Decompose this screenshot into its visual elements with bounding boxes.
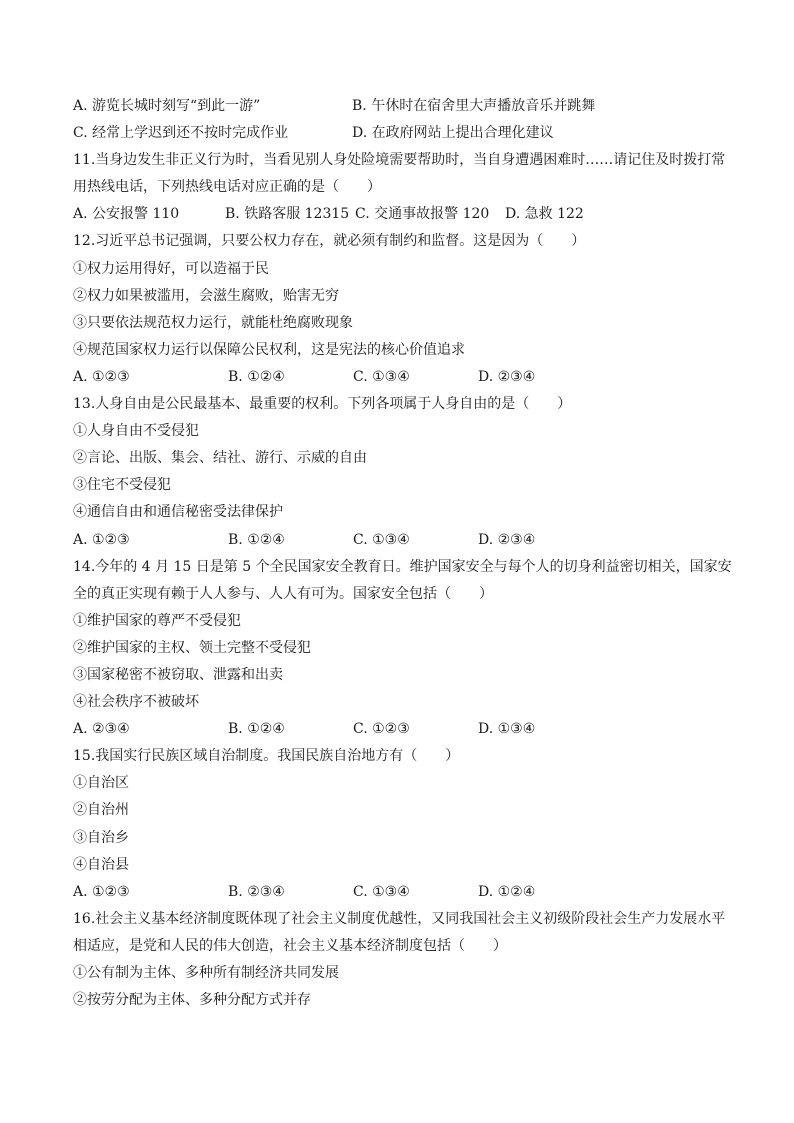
option-c: C. ①③④ bbox=[353, 531, 410, 548]
option-b: B. 铁路客服 12315 bbox=[225, 206, 350, 223]
option-a: A. ①②③ bbox=[73, 883, 130, 900]
option-c: C. 经常上学迟到还不按时完成作业 bbox=[73, 125, 289, 142]
question-stem: 相适应，是党和人民的伟大创造，社会主义基本经济制度包括（ ） bbox=[73, 937, 507, 954]
option-c: C. 交通事故报警 120 bbox=[355, 206, 490, 223]
question-options bbox=[73, 716, 725, 743]
question-14 bbox=[73, 554, 732, 744]
option-a: A. ①②③ bbox=[73, 531, 130, 548]
statement-item: ④通信自由和通信秘密受法律保护 bbox=[73, 504, 283, 521]
statement-item: ②维护国家的主权、领土完整不受侵犯 bbox=[73, 639, 311, 656]
option-c: C. ①②③ bbox=[353, 721, 410, 738]
statement-item: ③住宅不受侵犯 bbox=[73, 477, 171, 494]
question-stem: 16.社会主义基本经济制度既体现了社会主义制度优越性，又同我国社会主义初级阶段社会生产力发展水平 bbox=[73, 910, 726, 927]
question-stem: 用热线电话，下列热线电话对应正确的是（ ） bbox=[73, 179, 381, 196]
statement-item: ②按劳分配为主体、多种分配方式并存 bbox=[73, 992, 311, 1009]
statement-item: ①公有制为主体、多种所有制经济共同发展 bbox=[73, 965, 339, 981]
question-stem: 12.习近平总书记强调，只要公权力存在，就必须有制约和监督。这是因为（ ） bbox=[73, 233, 586, 250]
question-options bbox=[73, 527, 725, 554]
option-b: B. ①②④ bbox=[228, 721, 285, 738]
question-stem: 13.人身自由是公民最基本、最重要的权利。下列各项属于人身自由的是（ ） bbox=[73, 396, 572, 413]
question-11 bbox=[73, 147, 725, 228]
question-15 bbox=[73, 743, 725, 906]
question-options bbox=[73, 364, 725, 391]
statement-item: ①自治区 bbox=[73, 775, 129, 792]
statement-item: ③自治乡 bbox=[73, 829, 129, 846]
statement-item: ①权力运用得好，可以造福于民 bbox=[73, 260, 269, 277]
statement-item: ③国家秘密不被窃取、泄露和出卖 bbox=[73, 666, 283, 683]
option-d: D. ②③④ bbox=[478, 531, 536, 548]
question-options bbox=[73, 879, 725, 906]
option-d: D. 急救 122 bbox=[505, 206, 584, 223]
option-d: D. ②③④ bbox=[478, 368, 536, 385]
option-b: B. ①②④ bbox=[228, 368, 285, 385]
question-stem: 15.我国实行民族区域自治制度。我国民族自治地方有（ ） bbox=[73, 748, 460, 765]
option-b: B. ①②④ bbox=[228, 531, 285, 548]
option-b: B. ②③④ bbox=[228, 883, 285, 900]
question-stem: 全的真正实现有赖于人人参与、人人有可为。国家安全包括（ ） bbox=[73, 585, 493, 602]
statement-item: ④规范国家权力运行以保障公民权利，这是宪法的核心价值追求 bbox=[73, 341, 465, 358]
option-a: A. 游览长城时刻写“到此一游” bbox=[73, 98, 261, 114]
question-13 bbox=[73, 391, 725, 554]
statement-item: ②权力如果被滥用，会滋生腐败，贻害无穷 bbox=[73, 287, 339, 304]
statement-item: ②自治州 bbox=[73, 802, 129, 819]
question-options bbox=[73, 201, 725, 228]
question-stem: 11.当身边发生非正义行为时，当看见别人身处险境需要帮助时，当自身遭遇困难时……请记住及时拨打常 bbox=[73, 152, 726, 169]
prev-question-options-row-2 bbox=[73, 120, 725, 147]
exam-page bbox=[73, 93, 732, 1014]
statement-item: ②言论、出版、集会、结社、游行、示威的自由 bbox=[73, 450, 367, 467]
option-c: C. ①③④ bbox=[353, 368, 410, 385]
statement-item: ①人身自由不受侵犯 bbox=[73, 423, 199, 440]
option-d: D. ①②④ bbox=[478, 883, 536, 900]
statement-item: ④社会秩序不被破坏 bbox=[73, 694, 199, 711]
option-b: B. 午休时在宿舍里大声播放音乐并跳舞 bbox=[352, 98, 596, 114]
option-a: A. 公安报警 110 bbox=[73, 206, 180, 223]
question-16 bbox=[73, 906, 725, 1014]
question-12 bbox=[73, 228, 725, 391]
statement-item: ③只要依法规范权力运行，就能杜绝腐败现象 bbox=[73, 314, 353, 331]
question-stem: 14.今年的 4 月 15 日是第 5 个全民国家安全教育日。维护国家安全与每个人的切身利益密切相关，国家安 bbox=[73, 558, 732, 575]
option-a: A. ①②③ bbox=[73, 368, 130, 385]
option-c: C. ①③④ bbox=[353, 883, 410, 900]
option-d: D. ①③④ bbox=[478, 721, 536, 738]
prev-question-options-row-1 bbox=[73, 93, 725, 120]
option-a: A. ②③④ bbox=[73, 721, 130, 738]
statement-item: ④自治县 bbox=[73, 856, 129, 873]
statement-item: ①维护国家的尊严不受侵犯 bbox=[73, 612, 241, 629]
option-d: D. 在政府网站上提出合理化建议 bbox=[352, 125, 554, 142]
